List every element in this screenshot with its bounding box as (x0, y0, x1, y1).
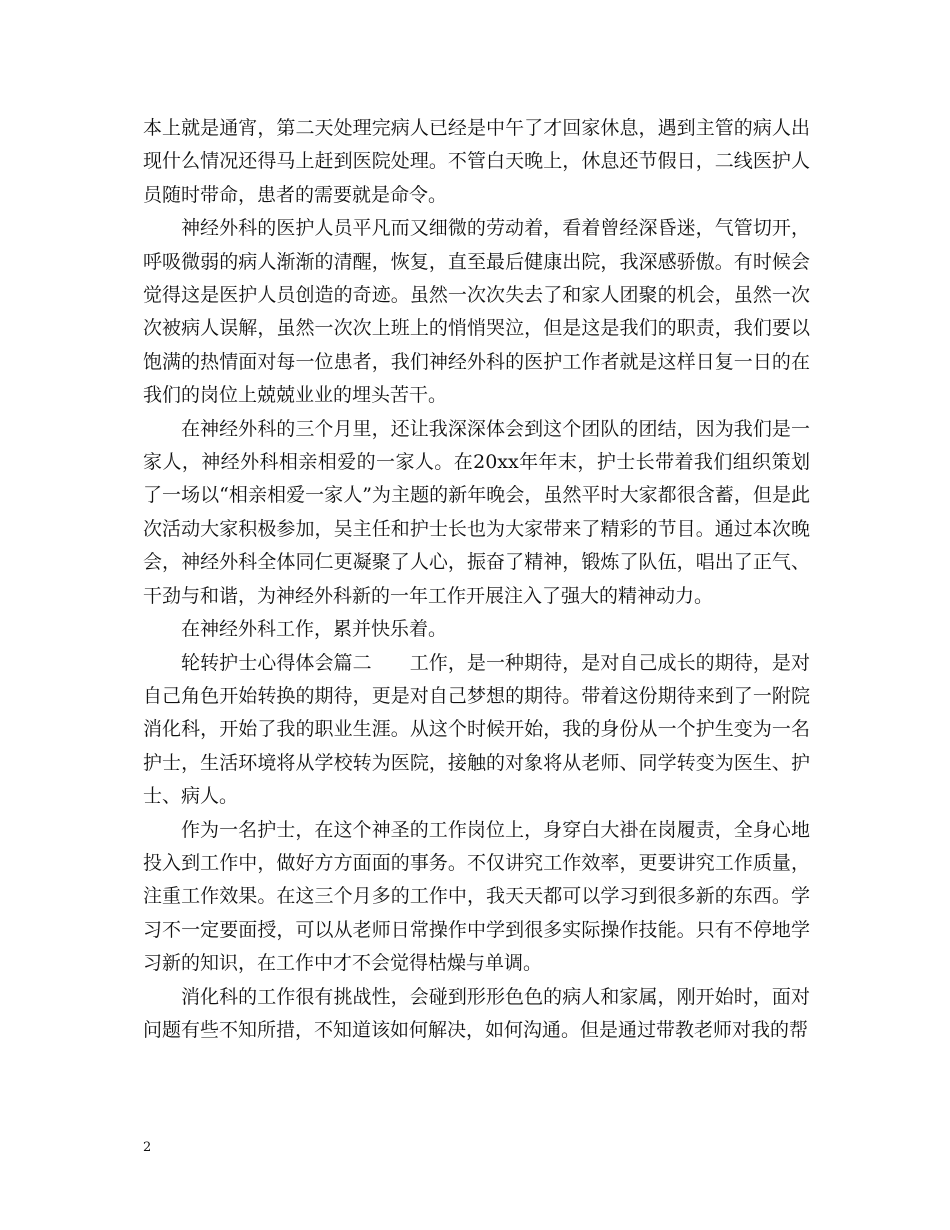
paragraph-2: 神经外科的医护人员平凡而又细微的劳动着，看着曾经深昏迷，气管切开，呼吸微弱的病人渐渐的清醒，恢复，直至最后健康出院，我深感骄傲。有时候会觉得这是医护人员创造的奇迹。虽然一次次失去了和家人团聚的机会，虽然一次次被病人误解，虽然一次次上班上的悄悄哭泣，但是这是我们的职责，我们要以饱满的热情面对每一位患者，我们神经外科的医护工作者就是这样日复一日的在我们的岗位上兢兢业业的埋头苦干。 (143, 217, 810, 407)
paragraph-4: 在神经外科工作，累并快乐着。 (181, 618, 448, 641)
paragraph-7: 消化科的工作很有挑战性，会碰到形形色色的病人和家属，刚开始时，面对问题有些不知所措，不知道该如何解决，如何沟通。但是通过带教老师对我的帮 (143, 985, 810, 1041)
paragraph-6: 作为一名护士，在这个神圣的工作岗位上，身穿白大褂在岗履责，全身心地投入到工作中，做好方方面面的事务。不仅讲究工作效率，更要讲究工作质量，注重工作效果。在这三个月多的工作中，我天天都可以学习到很多新的东西。学习不一定要面授，可以从老师日常操作中学到很多实际操作技能。只有不停地学习新的知识，在工作中才不会觉得枯燥与单调。 (143, 818, 810, 975)
section-heading: 轮转护士心得体会篇二 (181, 651, 372, 674)
document-body (143, 112, 810, 1047)
paragraph-1: 本上就是通宵，第二天处理完病人已经是中午了才回家休息，遇到主管的病人出现什么情况还得马上赶到医院处理。不管白天晚上，休息还节假日，二线医护人员随时带命，患者的需要就是命令。 (143, 117, 810, 206)
section-text: 工作，是一种期待，是对自己成长的期待，是对自己角色开始转换的期待，更是对自己梦想的期待。带着这份期待来到了一附院消化科，开始了我的职业生涯。从这个时候开始，我的身份从一个护生变为一名护士，生活环境将从学校转为医院，接触的对象将从老师、同学转变为医生、护士、病人。 (143, 651, 810, 808)
page-number: 2 (143, 1140, 152, 1155)
paragraph-5 (143, 647, 810, 814)
paragraph-3: 在神经外科的三个月里，还让我深深体会到这个团队的团结，因为我们是一家人，神经外科相亲相爱的一家人。在20xx年年末，护士长带着我们组织策划了一场以“相亲相爱一家人”为主题的新年晚会，虽然平时大家都很含蓄，但是此次活动大家积极参加，吴主任和护士长也为大家带来了精彩的节目。通过本次晚会，神经外科全体同仁更凝聚了人心，振奋了精神，锻炼了队伍，唱出了正气、干劲与和谐，为神经外科新的一年工作开展注入了强大的精神动力。 (143, 417, 810, 607)
